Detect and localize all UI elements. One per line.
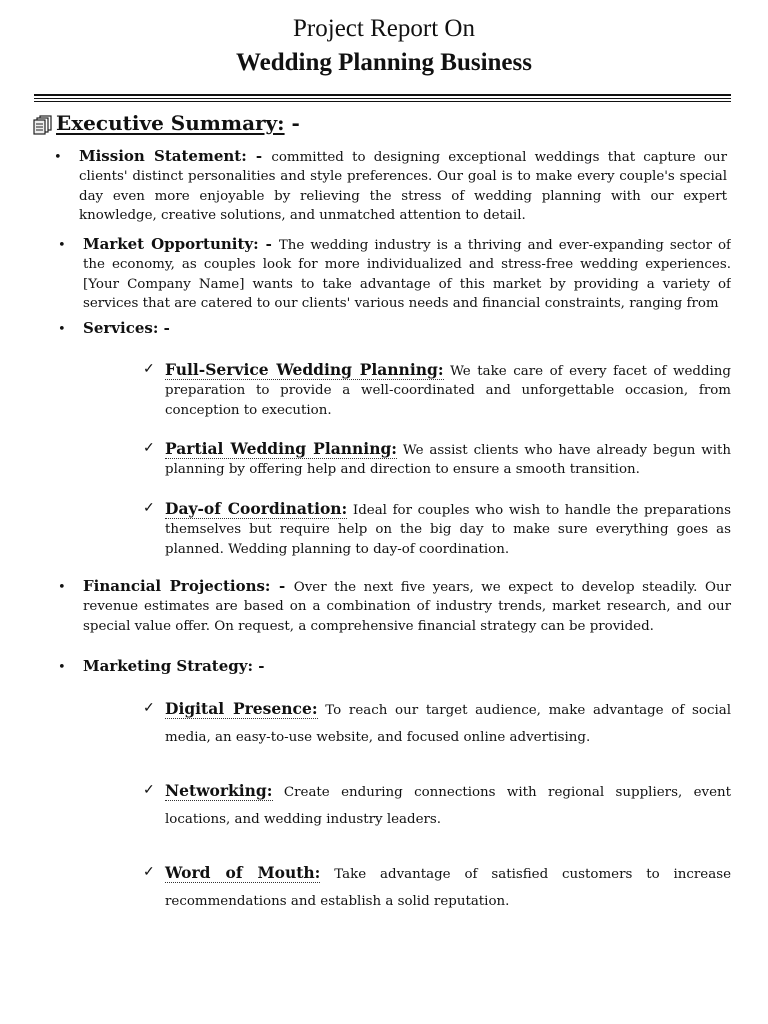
check-icon: ✓ [143, 782, 155, 798]
divider-line-2 [34, 98, 731, 99]
financial-text: Over the next five years, we expect to develop steadily. Our revenue estimates are based on a combination of industry trends, market research, and our special value offer. On request, a comprehensive financial strategy can be provided. [83, 580, 731, 634]
bullet-marketing: • [58, 660, 66, 675]
mission-paragraph [79, 147, 727, 226]
service-item-full [165, 360, 731, 420]
section-suffix: - [284, 111, 300, 135]
service-item-dayof [165, 499, 731, 559]
marketing-label: Marketing Strategy: - [83, 657, 265, 675]
check-icon: ✓ [143, 864, 155, 880]
check-icon: ✓ [143, 361, 155, 377]
report-title-line1: Project Report On [293, 15, 475, 42]
service-full-label: Full-Service Wedding Planning: [165, 360, 444, 379]
service-partial-text: We assist clients who have already begun with planning by offering help and direction to ensure a smooth transition. [165, 443, 731, 478]
service-dayof-text: Ideal for couples who wish to handle the preparations themselves but require help on the big day to make sure everything goes as planned. Wedding planning to day-of coordination. [165, 503, 732, 557]
marketing-item-networking [165, 777, 731, 833]
bullet-financial: • [58, 580, 66, 595]
service-item-partial [165, 439, 731, 480]
market-label: Market Opportunity: - [83, 235, 279, 253]
market-text: The wedding industry is a thriving and ever-expanding sector of the economy, as couples look for more individualized and stress-free wedding experiences. [Your Company Name] wants to take advantage of this market by providing a variety of services that are catered to our clients' various needs and financial constraints, ranging from [83, 238, 731, 312]
check-icon: ✓ [143, 440, 155, 456]
mission-text: committed to designing exceptional weddings that capture our clients' distinct personalities and style preferences. Our goal is to make every couple's special day even more enjoyable by relieving the stress of wedding planning with our expert knowledge, creative solutions, and unmatched attention to detail. [79, 150, 727, 224]
mission-label: Mission Statement: - [79, 147, 272, 165]
services-label: Services: - [83, 319, 170, 337]
marketing-item-digital [165, 695, 731, 751]
marketing-digital-label: Digital Presence: [165, 699, 318, 718]
marketing-wom-text: Take advantage of satisfied customers to increase recommendations and establish a solid reputation. [165, 867, 731, 909]
marketing-item-wom [165, 859, 731, 915]
section-heading [56, 110, 300, 136]
marketing-networking-label: Networking: [165, 781, 273, 800]
check-icon: ✓ [143, 700, 155, 716]
service-dayof-label: Day-of Coordination: [165, 499, 348, 518]
bullet-mission: • [54, 150, 62, 165]
bullet-market: • [58, 238, 66, 253]
bullet-services: • [58, 322, 66, 337]
section-title: Executive Summary: [56, 111, 285, 135]
marketing-wom-label: Word of Mouth: [165, 863, 321, 882]
marketing-heading [83, 657, 383, 677]
marketing-digital-text: To reach our target audience, make advantage of social media, an easy-to-use website, and focused online advertising. [165, 703, 731, 745]
financial-paragraph [83, 577, 731, 636]
check-icon: ✓ [143, 500, 155, 516]
divider-line-1 [34, 94, 731, 96]
market-paragraph [83, 235, 731, 313]
service-full-text: We take care of every facet of wedding preparation to provide a well-coordinated and unforgettable occasion, from conception to execution. [165, 364, 731, 418]
services-heading [83, 319, 383, 339]
service-partial-label: Partial Wedding Planning: [165, 439, 398, 458]
divider-line-3 [34, 101, 731, 102]
documents-icon [33, 115, 53, 135]
report-title-line2: Wedding Planning Business [236, 49, 532, 76]
financial-label: Financial Projections: - [83, 577, 294, 595]
marketing-networking-text: Create enduring connections with regional suppliers, event locations, and wedding industry leaders. [165, 785, 731, 827]
